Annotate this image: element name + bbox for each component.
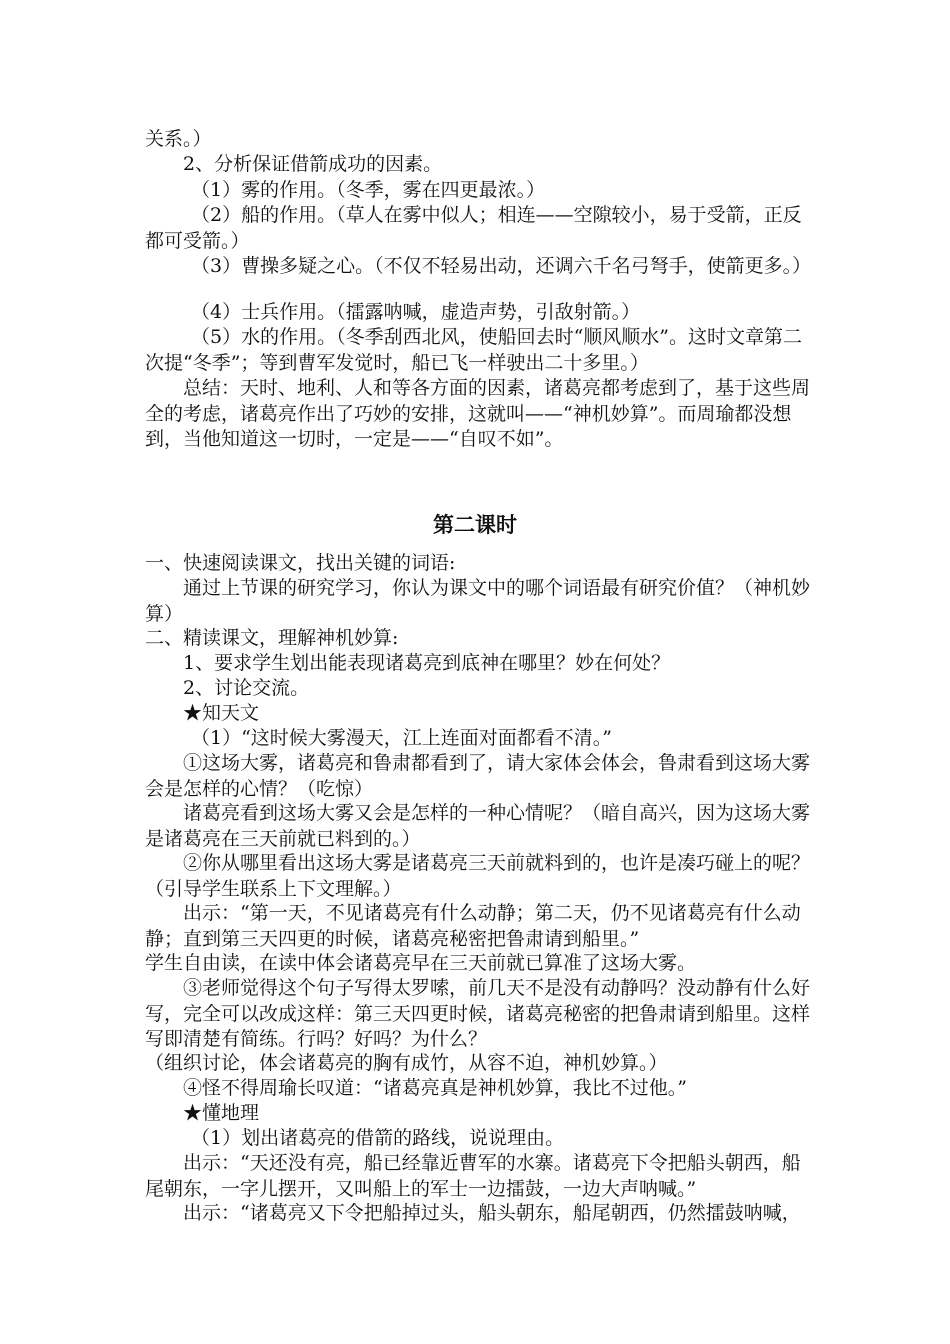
paragraph: ①这场大雾，诸葛亮和鲁肃都看到了，请大家体会体会，鲁肃看到这场大雾会是怎样的心情？（吃惊） — [145, 752, 811, 800]
paragraph: （4）士兵作用。（擂露呐喊，虚造声势，引敌射箭。） — [191, 301, 641, 323]
paragraph: 1、要求学生划出能表现诸葛亮到底神在哪里？妙在何处？ — [183, 652, 671, 674]
summary-paragraph: 总结：天时、地利、人和等各方面的因素，诸葛亮都考虑到了，基于这些周全的考虑，诸葛亮作出了巧妙的安排，这就叫——“神机妙算”。而周瑜都没想到，当他知道这一切时，一定是——“自叹不如”。 — [145, 377, 811, 450]
paragraph: 诸葛亮看到这场大雾又会是怎样的一种心情呢？（暗自高兴，因为这场大雾是诸葛亮在三天前就已料到的。） — [145, 802, 811, 850]
paragraph: （1）划出诸葛亮的借箭的路线，说说理由。 — [191, 1127, 565, 1149]
paragraph: 出示：“诸葛亮又下令把船掉过头，船头朝东，船尾朝西，仍然擂鼓呐喊， — [183, 1202, 801, 1224]
heading-line: 一、快速阅读课文，找出关键的词语: — [145, 552, 456, 574]
paragraph: 2、讨论交流。 — [183, 677, 310, 699]
subheading-star: ★懂地理 — [183, 1102, 260, 1124]
subheading-star: ★知天文 — [183, 702, 260, 724]
paragraph: （1）雾的作用。（冬季，雾在四更最浓。） — [191, 179, 546, 201]
paragraph: ②你从哪里看出这场大雾是诸葛亮三天前就料到的，也许是凑巧碰上的呢？（引导学生联系上下文理解。） — [145, 852, 811, 900]
paragraph: （3）曹操多疑之心。（不仅不轻易出动，还调六千名弓弩手，使箭更多。） — [191, 255, 812, 277]
section-title: 第二课时 — [433, 512, 517, 537]
paragraph: 学生自由读，在读中体会诸葛亮早在三天前就已算准了这场大雾。 — [145, 952, 697, 974]
paragraph: （5）水的作用。（冬季刮西北风，使船回去时“顺风顺水”。这时文章第二次提“冬季”；等到曹军发觉时，船已飞一样驶出二十多里。） — [145, 326, 803, 374]
heading-line: 二、精读课文，理解神机妙算: — [145, 627, 399, 649]
paragraph: ③老师觉得这个句子写得太罗嗦，前几天不是没有动静吗？没动静有什么好写，完全可以改成这样：第三天四更时候，诸葛亮秘密的把鲁肃请到船里。这样写即清楚有简练。行吗？好吗？为什么？ — [145, 977, 811, 1050]
paragraph: （2）船的作用。（草人在雾中似人；相连——空隙较小，易于受箭，正反都可受箭。） — [145, 204, 802, 252]
paragraph: 通过上节课的研究学习，你认为课文中的哪个词语最有研究价值？（神机妙算） — [145, 577, 811, 625]
paragraph: 2、分析保证借箭成功的因素。 — [183, 153, 443, 175]
paragraph: 出示：“第一天，不见诸葛亮有什么动静；第二天，仍不见诸葛亮有什么动静；直到第三天四更的时候，诸葛亮秘密把鲁肃请到船里。” — [145, 902, 801, 950]
paragraph: （组织讨论，体会诸葛亮的胸有成竹，从容不迫，神机妙算。） — [145, 1052, 668, 1074]
paragraph: ④怪不得周瑜长叹道：“诸葛亮真是神机妙算，我比不过他。” — [183, 1077, 687, 1099]
paragraph: （1）“这时候大雾漫天，江上连面对面都看不清。” — [191, 727, 613, 749]
paragraph: 出示：“天还没有亮，船已经靠近曹军的水寨。诸葛亮下令把船头朝西，船尾朝东，一字儿摆开，又叫船上的军士一边擂鼓，一边大声呐喊。” — [145, 1152, 801, 1200]
paragraph: 关系。） — [145, 128, 212, 150]
